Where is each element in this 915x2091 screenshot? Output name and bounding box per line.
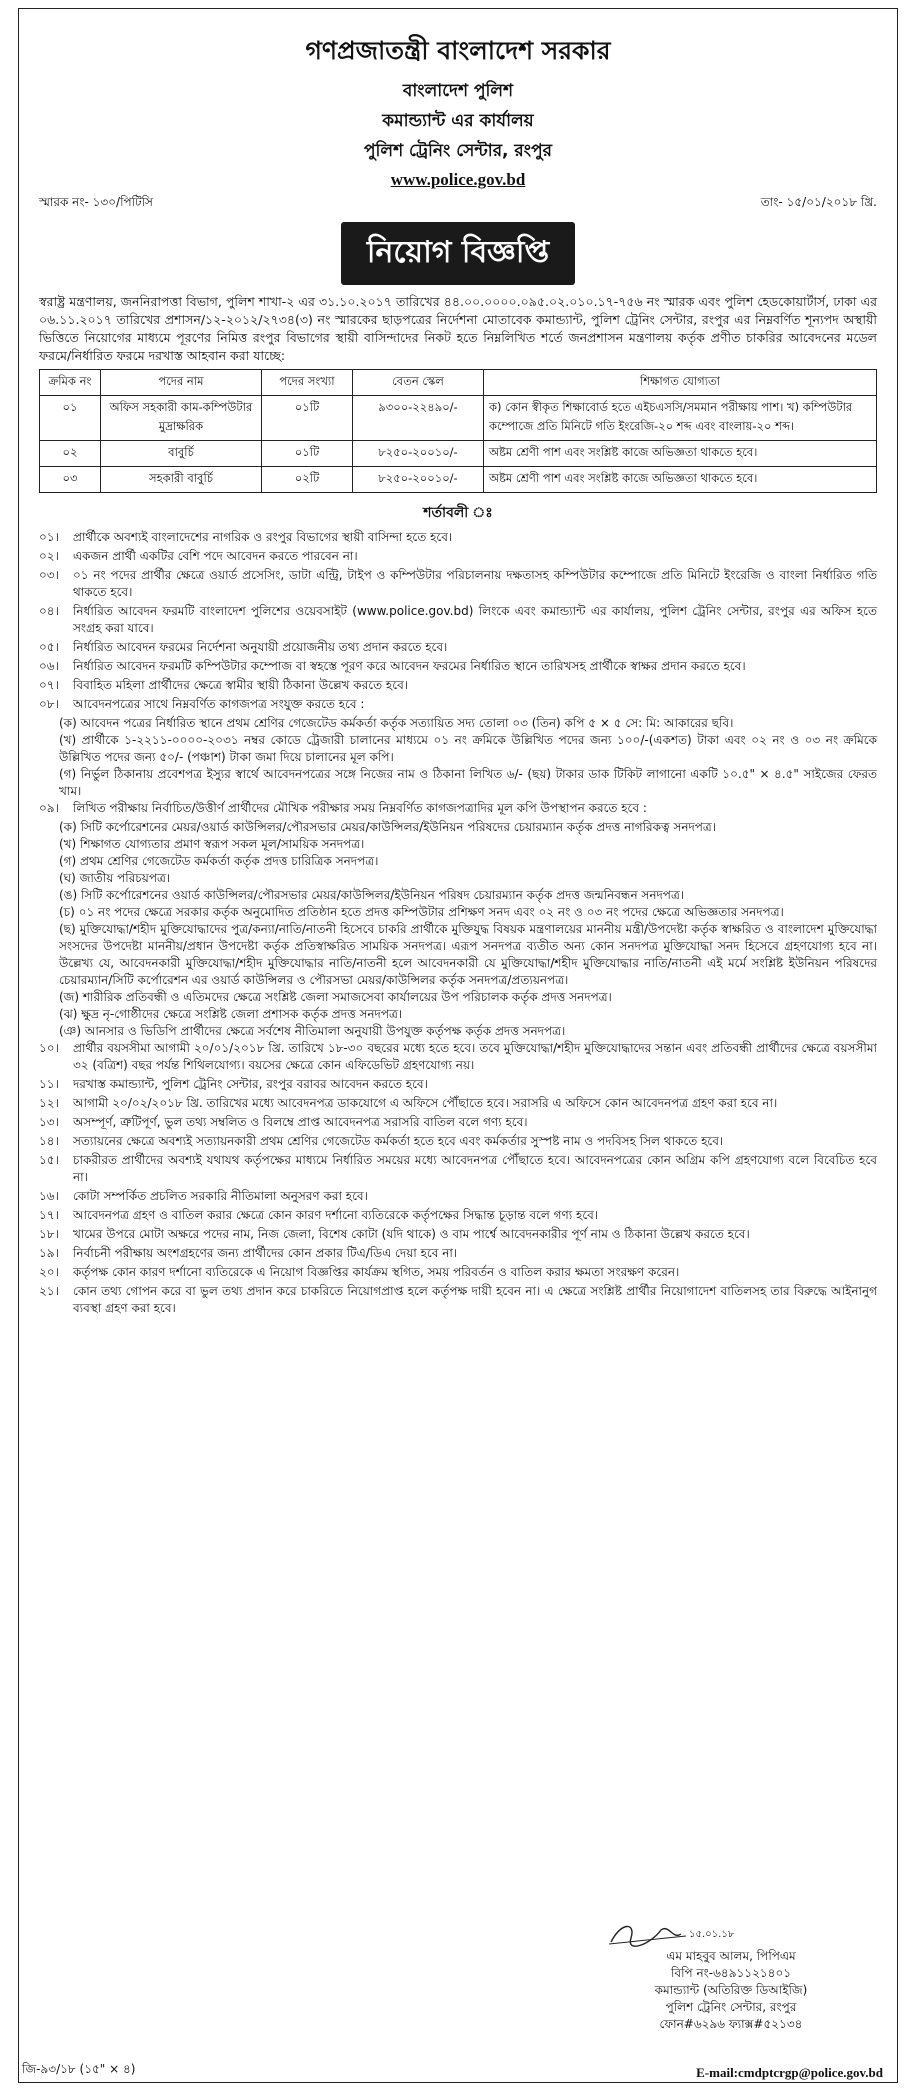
term-text: একজন প্রার্থী একটির বেশি পদে আবেদন করতে পারবেন না। <box>73 549 358 563</box>
sub-item: (গ) প্রথম শ্রেণির গেজেটেড কর্মকর্তা কর্তৃক প্রদত্ত চারিত্রিক সনদপত্র। <box>59 854 379 868</box>
term-number: ১৩। <box>39 1115 59 1129</box>
list-item <box>39 1245 877 1262</box>
term-number: ১০। <box>39 1041 59 1055</box>
term-text: কর্তৃপক্ষ কোন কারণ দর্শানো ব্যতিরেকে এ নিয়োগ বিজ্ঞপ্তির কার্যক্রম স্থগিত, সময় পরিবর্তন ও বাতিল করার ক্ষমতা সংরক্ষণ করেন। <box>73 1265 680 1279</box>
sub-item: (গ) নির্ভুল ঠিকানায় প্রবেশপত্র ইস্যুর স্বার্থে আবেদনপত্রের সঙ্গে নিজের নাম ও ঠিকানা লিখিত ৬/- (ছয়) টাকার ডাক টিকিট লাগানো একটি ১০.৫" × ৪.৫" সাইজের ফেরত খাম। <box>59 767 877 798</box>
term-text: প্রার্থীকে অবশ্যই বাংলাদেশের নাগরিক ও রংপুর বিভাগের স্থায়ী বাসিন্দা হতে হবে। <box>73 530 453 544</box>
signature-date: ১৫.০১.১৮ <box>689 1929 735 1940</box>
term-number: ০১। <box>39 530 59 544</box>
list-item <box>39 603 877 637</box>
term-text: নির্ধারিত আবেদন ফরমটি বাংলাদেশ পুলিশের ওয়েবসাইট (www.police.gov.bd) লিংকে এবং কমান্ড্যান্ট এর কার্যালয়, পুলিশ ট্রেনিং সেন্টার, রংপুর এর অফিস হতে সংগ্রহ করা যাবে। <box>73 604 877 635</box>
list-item <box>39 639 877 656</box>
term-text: সত্যায়নের ক্ষেত্রে অবশ্যই সত্যায়নকারী প্রথম শ্রেণির গেজেটেড কর্মকর্তা হতে হবে এবং কর্মকর্তার সুস্পষ্ট নাম ও পদবিসহ সিল থাকতে হবে। <box>73 1134 724 1148</box>
term-number: ১৯। <box>39 1246 59 1260</box>
col-count: পদের সংখ্যা <box>262 370 353 396</box>
dept-heading: বাংলাদেশ পুলিশ <box>402 81 514 101</box>
sub-item: (খ) শিক্ষাগত যোগ্যতার প্রমাণ স্বরূপ সকল মূল/সাময়িক সনদপত্র। <box>59 837 365 851</box>
signature-block <box>581 1920 881 2033</box>
list-item <box>39 1264 877 1281</box>
table-row <box>40 467 877 493</box>
term-number: ০৬। <box>39 659 59 673</box>
cell-qualification: ক) কোন স্বীকৃত শিক্ষাবোর্ড হতে এইচএসসি/সমমান পরীক্ষায় পাশ। খ) কম্পিউটার কম্পোজে প্রতি মিনিটে গতি ইংরেজি-২০ শব্দ এবং বাংলায়-২০ শব্দ। <box>484 396 877 441</box>
list-item <box>39 529 877 546</box>
term-text: নির্বাচনী পরীক্ষায় অংশগ্রহণের জন্য প্রার্থীদের কোন প্রকার টিএ/ডিএ দেয়া হবে না। <box>73 1246 458 1260</box>
footer-email[interactable]: E-mail:cmdptcrgp@police.gov.bd <box>696 2065 883 2080</box>
term-text: প্রার্থীর বয়সসীমা আগামী ২০/০১/২০১৮ খ্রি. তারিখে ১৮-৩০ বছরের মধ্যে হতে হবে। তবে মুক্তিযোদ্ধা/শহীদ মুক্তিযোদ্ধাদের সন্তান এবং প্রতিবন্ধী প্রার্থীদের ক্ষেত্রে বয়সসীমা ৩২ (বত্রিশ) বছর পর্যন্ত শিথিলযোগ্য। বয়সের ক্ষেত্রে কোন এফিডেভিট গ্রহণযোগ্য নয়। <box>73 1041 877 1072</box>
signatory-designation: কমান্ড্যান্ট (অতিরিক্ত ডিআইজি) <box>654 1983 808 1997</box>
term-number: ১৪। <box>39 1134 59 1148</box>
col-serial: ক্রমিক নং <box>40 370 101 396</box>
term-text: খামের উপরে মোটা অক্ষরে পদের নাম, নিজ জেলা, বিশেষ কোটা (যদি থাকে) ও বাম পার্শ্বে আবেদনকারীর পূর্ণ নাম ও ঠিকানা উল্লেখ করতে হবে। <box>73 1227 750 1241</box>
notice-title: নিয়োগ বিজ্ঞপ্তি <box>341 222 575 285</box>
cell-serial: ০৩ <box>40 467 101 493</box>
sub-item: (ক) আবেদন পত্রের নির্ধারিত স্থানে প্রথম শ্রেণির গেজেটেড কর্মকর্তা কর্তৃক সত্যায়িত সদ্য তোলা ০৩ (তিন) কপি ৫ × ৫ সে: মি: আকারের ছবি। <box>59 716 734 730</box>
col-scale: বেতন স্কেল <box>353 370 484 396</box>
cell-post: সহকারী বাবুর্চি <box>101 467 262 493</box>
term-text: বিবাহিত মহিলা প্রার্থীদের ক্ষেত্রে স্বামীর স্থায়ী ঠিকানা উল্লেখ করতে হবে। <box>73 678 409 692</box>
sub-item: (চ) ০১ নং পদের ক্ষেত্রে সরকার কর্তৃক অনুমোদিত প্রতিষ্ঠান হতে প্রদত্ত কম্পিউটার প্রশিক্ষণ সনদ এবং ০২ নং ও ০৩ নং পদের ক্ষেত্রে অভিজ্ঞতার সনদপত্র। <box>59 905 784 919</box>
center-heading: পুলিশ ট্রেনিং সেন্টার, রংপুর <box>364 141 552 161</box>
sub-item: (ঞ) আনসার ও ভিডিপি প্রার্থীদের ক্ষেত্রে সর্বশেষ নীতিমালা অনুযায়ী উপযুক্ত কর্তৃপক্ষ কর্তৃক প্রদত্ত সনদপত্র। <box>59 1024 566 1038</box>
col-qualification: শিক্ষাগত যোগ্যতা <box>484 370 877 396</box>
signatory-bp: বিপি নং-৬৪৯১১২১৪০১ <box>670 1966 792 1980</box>
term-number: ০৫। <box>39 640 59 654</box>
cell-scale: ৮২৫০-২০০১০/- <box>353 467 484 493</box>
list-item <box>39 800 877 817</box>
cell-post: বাবুর্চি <box>101 441 262 467</box>
list-item <box>39 658 877 675</box>
list-item <box>39 677 877 694</box>
term-number: ১১। <box>39 1077 59 1091</box>
signatory-center: পুলিশ ট্রেনিং সেন্টার, রংপুর <box>665 2000 797 2014</box>
memo-date: তাং- ১৫/০১/২০১৮ খ্রি. <box>760 195 877 209</box>
term-text: আবেদনপত্রের সাথে নিম্নবর্ণিত কাগজপত্র সংযুক্ত করতে হবে : <box>73 697 365 711</box>
cell-scale: ৯৩০০-২২৪৯০/- <box>353 396 484 441</box>
term-text: কোটা সম্পর্কিত প্রচলিত সরকারি নীতিমালা অনুসরণ করা হবে। <box>73 1189 368 1203</box>
term-number: ১৭। <box>39 1208 59 1222</box>
list-item <box>39 1133 877 1150</box>
term-number: ১৬। <box>39 1189 59 1203</box>
sub-item: (খ) প্রার্থীকে ১-২২১১-০০০০-২০৩১ নম্বর কোডে ট্রেজারী চালানের মাধ্যমে ০১ নং ক্রমিকে উল্লিখিত পদের জন্য ১০০/-(একশত) টাকা এবং ০২ নং ও ০৩ নং ক্রমিকে উল্লিখিত পদের জন্য ৫০/- (পঞ্চাশ) টাকা জমা দিয়ে চালানের মূল কপি। <box>59 733 877 764</box>
term-text: আবেদনপত্র গ্রহণ ও বাতিল করার ক্ষেত্রে কোন কারণ দর্শানো ব্যতিরেকে কর্তৃপক্ষের সিদ্ধান্ত চূড়ান্ত বলে গণ্য হবে। <box>73 1208 599 1222</box>
sub-item: (ঝ) ক্ষুদ্র নৃ-গোষ্ঠীদের ক্ষেত্রে সংশ্লিষ্ট জেলা প্রশাসক কর্তৃক প্রদত্ত সনদপত্র। <box>59 1007 403 1021</box>
sub-item: (ক) সিটি কর্পোরেশনের মেয়র/ওয়ার্ড কাউন্সিলর/পৌরসভার মেয়র/কাউন্সিলর/ইউনিয়ন পরিষদের চেয়ারম্যান কর্তৃক প্রদত্ত নাগরিকত্ব সনদপত্র। <box>59 820 717 834</box>
intro-paragraph: স্বরাষ্ট্র মন্ত্রণালয়, জননিরাপত্তা বিভাগ, পুলিশ শাখা-২ এর ৩১.১০.২০১৭ তারিখের ৪৪.০০.০০০০.০৯৫.০২.০১০.১৭-৭৫৬ নং স্মারক এবং পুলিশ হেডকোয়ার্টার্স, ঢাকা এর ০৬.১১.২০১৭ তারিখের প্রশাসন/১২-২০১২/২৭৩৪(৩) নং স্মারকের ছাড়পত্রের নির্দেশনা মোতাবেক কমান্ড্যান্ট, পুলিশ ট্রেনিং সেন্টার, রংপুর এর নিম্নবর্ণিত শূন্যপদ অস্থায়ী ভিত্তিতে নিয়োগের মাধ্যমে পূরণের নিমিত্ত রংপুর বিভাগের স্থায়ী বাসিন্দাদের নিকট হতে নিম্নলিখিত শর্তে জনপ্রশাসন মন্ত্রণালয় কর্তৃক প্রণীত চাকরির আবেদনের মডেল ফরমে/নির্ধারিত ফরমে দরখাস্ত আহবান করা যাচ্ছে: <box>39 294 877 363</box>
table-header-row <box>40 370 877 396</box>
sub-item: (ছ) মুক্তিযোদ্ধা/শহীদ মুক্তিযোদ্ধাদের পুত্র/কন্যা/নাতি/নাতনী হিসেবে চাকরি প্রার্থীকে মুক্তিযুদ্ধ বিষয়ক মন্ত্রণালয়ের মাননীয় মন্ত্রী/উপদেষ্টা কর্তৃক স্বাক্ষরিত ও বাংলাদেশ মুক্তিযোদ্ধা সংসদের উপদেষ্টা মাননীয়/প্রধান উপদেষ্টা কর্তৃক প্রতিস্বাক্ষরিত সাময়িক সনদপত্র। এরূপ সনদপত্র ব্যতীত অন্য কোন সনদপত্র মুক্তিযোদ্ধা সনদ হিসেবে গ্রহণযোগ্য হবে না। উল্লেখ্য যে, আবেদনকারী মুক্তিযোদ্ধা/শহীদ মুক্তিযোদ্ধার নাতি/নাতনী হলে আবেদনকারী যে মুক্তিযোদ্ধা/শহীদ মুক্তিযোদ্ধার নাতি/নাতনী এই মর্মে সংশ্লিষ্ট ইউনিয়ন পরিষদের চেয়ারম্যান/সিটি কর্পোরেশন এর ওয়ার্ড কাউন্সিলর ও পৌরসভা মেয়র/কাউন্সিলর কর্তৃক সনদপত্র/প্রত্যয়নপত্র। <box>59 922 877 987</box>
memo-row <box>39 194 877 214</box>
term-text: কোন তথ্য গোপন করে বা ভুল তথ্য প্রদান করে চাকরিতে নিয়োগপ্রাপ্ত হলে কর্তৃপক্ষ দায়ী হবেন না। এ ক্ষেত্রে সংশ্লিষ্ট প্রার্থীর নিয়োগাদেশ বাতিলসহ তার বিরুদ্ধে আইনানুগ ব্যবস্থা গ্রহণ করা হবে। <box>73 1284 877 1315</box>
handwritten-signature <box>581 1920 881 1948</box>
term-number: ০৪। <box>39 604 59 618</box>
cell-scale: ৮২৫০-২০০১০/- <box>353 441 484 467</box>
list-item <box>39 1283 877 1317</box>
posts-table <box>39 369 877 493</box>
list-item <box>39 1226 877 1243</box>
term-number: ১৮। <box>39 1227 59 1241</box>
website-link[interactable]: www.police.gov.bd <box>390 170 526 189</box>
cell-serial: ০২ <box>40 441 101 467</box>
term-text: অসম্পূর্ণ, ত্রুটিপূর্ণ, ভুল তথ্য সম্বলিত ও বিলম্বে প্রাপ্ত আবেদনপত্র সরাসরি বাতিল বলে গণ্য হবে। <box>73 1115 528 1129</box>
sub-item: (জ) শারীরিক প্রতিবন্ধী ও এতিমদের ক্ষেত্রে সংশ্লিষ্ট জেলা সমাজসেবা কার্যালয়ের উপ পরিচালক কর্তৃক প্রদত্ত সনদপত্র। <box>59 990 612 1004</box>
list-item <box>39 548 877 565</box>
cell-serial: ০১ <box>40 396 101 441</box>
list-item <box>39 1114 877 1131</box>
notice-page <box>18 8 898 2083</box>
cell-qualification: অষ্টম শ্রেণী পাশ এবং সংশ্লিষ্ট কাজে অভিজ্ঞতা থাকতে হবে। <box>484 441 877 467</box>
cell-count: ০২টি <box>262 467 353 493</box>
term-number: ২০। <box>39 1265 59 1279</box>
cell-count: ০১টি <box>262 396 353 441</box>
term-number: ০৩। <box>39 568 59 582</box>
term-text: চাকরীরত প্রার্থীদের অবশ্যই যথাযথ কর্তৃপক্ষের মাধ্যমে নির্ধারিত সময়ের মধ্যে আবেদনপত্র পৌঁছাতে হবে। আবেদনপত্রের কোন অগ্রিম কপি গ্রহণযোগ্য বলে বিবেচিত হবে না। <box>73 1153 877 1184</box>
list-item <box>39 696 877 713</box>
list-item <box>39 1076 877 1093</box>
office-heading: কমান্ড্যান্ট এর কার্যালয় <box>382 111 534 131</box>
table-row <box>40 441 877 467</box>
list-item <box>39 1040 877 1074</box>
term-text: দরখাস্ত কমান্ড্যান্ট, পুলিশ ট্রেনিং সেন্টার, রংপুর বরাবর আবেদন করতে হবে। <box>73 1077 428 1091</box>
terms-heading: শর্তাবলী ঃ <box>423 505 493 521</box>
term-text: আগামী ২০/০২/২০১৮ খ্রি. তারিখের মধ্যে আবেদনপত্র ডাকযোগে এ অফিসে পৌঁছাতে হবে। সরাসরি এ অফিসে কোন আবেদনপত্র গ্রহণ করা হবে না। <box>73 1096 778 1110</box>
term-number: ১৫। <box>39 1153 59 1167</box>
list-item <box>39 1188 877 1205</box>
term-number: ১২। <box>39 1096 59 1110</box>
signatory-name: এম মাহবুব আলম, পিপিএম <box>666 1949 796 1963</box>
memo-number: স্মারক নং- ১৩০/পিটিসি <box>39 195 153 209</box>
table-row <box>40 396 877 441</box>
govt-heading: গণপ্রজাতন্ত্রী বাংলাদেশ সরকার <box>305 36 611 65</box>
term-number: ২১। <box>39 1284 59 1298</box>
cell-qualification: অষ্টম শ্রেণী পাশ এবং সংশ্লিষ্ট কাজে অভিজ্ঞতা থাকতে হবে। <box>484 467 877 493</box>
footer-code: জি-৯৩/১৮ (১৫" × ৪) <box>22 2062 136 2076</box>
term-text: নির্ধারিত আবেদন ফরমটি কম্পিউটার কম্পোজ বা স্বহস্তে পূরণ করে আবেদন ফরমের নির্ধারিত স্থানে তারিখসহ প্রার্থীকে স্বাক্ষর প্রদান করতে হবে। <box>73 659 746 673</box>
list-item <box>39 1152 877 1186</box>
cell-count: ০১টি <box>262 441 353 467</box>
sub-item: (ঘ) জাতীয় পরিচয়পত্র। <box>59 871 171 885</box>
term-number: ০৭। <box>39 678 59 692</box>
list-item <box>39 1095 877 1112</box>
list-item <box>39 1207 877 1224</box>
signatory-phone: ফোন#৬২৯৬ ফ্যাক্স#৫২১৩৪ <box>659 2017 803 2031</box>
term-text: লিখিত পরীক্ষায় নির্বাচিত/উত্তীর্ণ প্রার্থীদের মৌখিক পরীক্ষার সময় নিম্নবর্ণিত কাগজপত্রাদির মূল কপি উপস্থাপন করতে হবে : <box>73 801 647 815</box>
terms-list <box>39 529 877 1317</box>
cell-post: অফিস সহকারী কাম-কম্পিউটার মুদ্রাক্ষরিক <box>101 396 262 441</box>
term-number: ০৯। <box>39 801 59 815</box>
term-text: নির্ধারিত আবেদন ফরমের নির্দেশনা অনুযায়ী প্রয়োজনীয় তথ্য প্রদান করতে হবে। <box>73 640 448 654</box>
col-post: পদের নাম <box>101 370 262 396</box>
term-number: ০২। <box>39 549 59 563</box>
list-item <box>39 567 877 601</box>
term-number: ০৮। <box>39 697 59 711</box>
term-text: ০১ নং পদের প্রার্থীর ক্ষেত্রে ওয়ার্ড প্রসেসিং, ডাটা এন্ট্রি, টাইপ ও কম্পিউটার পরিচালনায় দক্ষতাসহ কম্পিউটার কম্পোজে প্রতি মিনিটে ইংরেজি ও বাংলা নির্ধারিত গতি থাকতে হবে। <box>73 568 877 599</box>
sub-item: (ঙ) সিটি কর্পোরেশনের ওয়ার্ড কাউন্সিলর/পৌরসভার মেয়র/কাউন্সিলর/ইউনিয়ন পরিষদ চেয়ারম্যান কর্তৃক প্রদত্ত জন্মনিবন্ধন সনদপত্র। <box>59 888 685 902</box>
